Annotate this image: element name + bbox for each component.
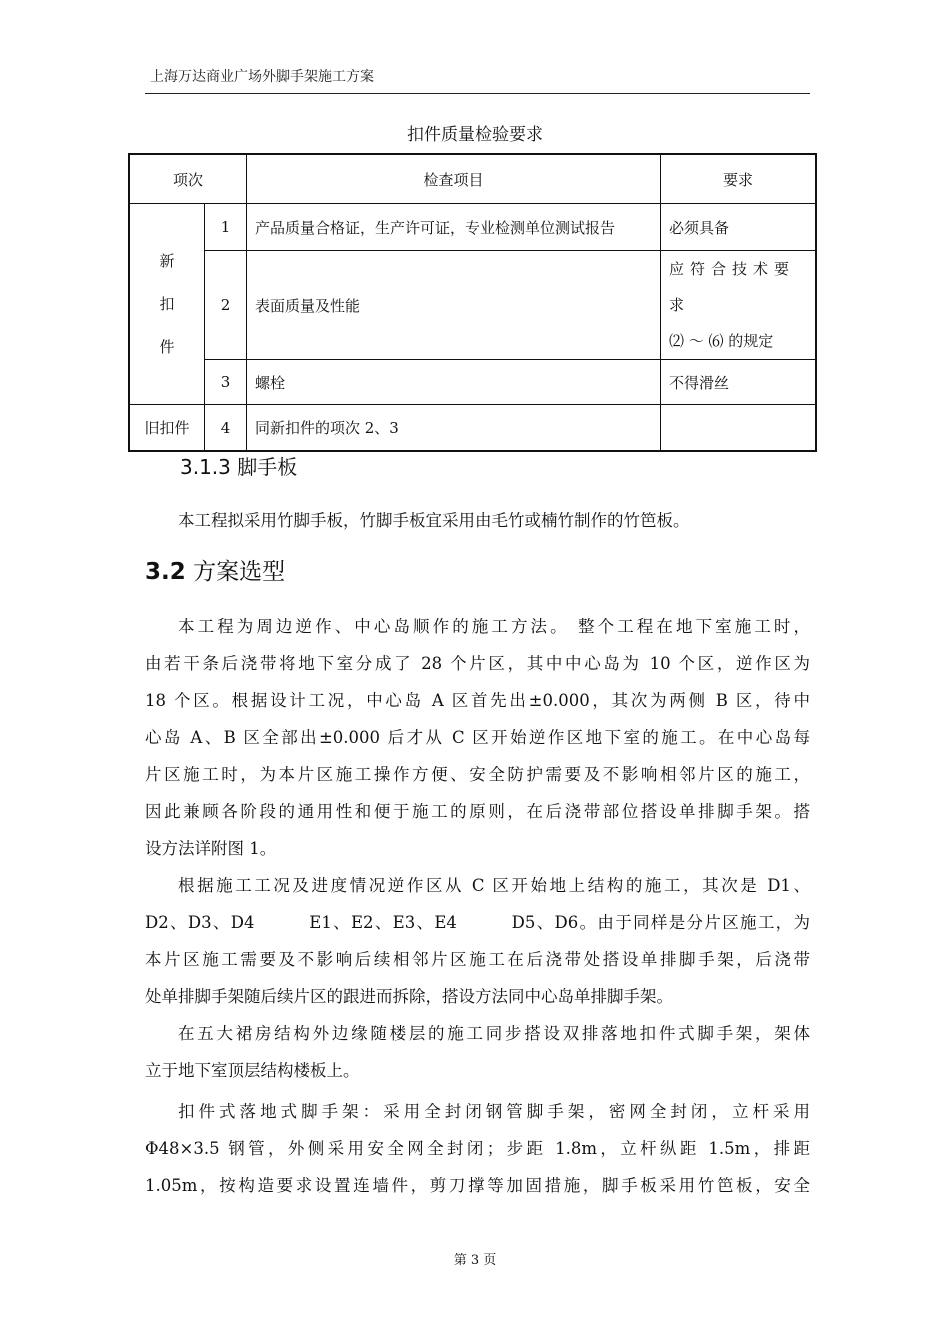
check-item: 螺栓 [247,360,661,405]
table-row [129,405,816,452]
text-line: 本工程拟采用竹脚手板，竹脚手板宜采用由毛竹或楠竹制作的竹笆板。 [178,511,690,530]
table-row [129,360,816,405]
table-title: 扣件质量检验要求 [407,125,543,145]
group-char: 件 [159,337,175,356]
header-check: 检查项目 [247,154,661,204]
row-number: 3 [204,360,246,405]
section-title: 方案选型 [193,559,286,585]
text-line: 本片区施工需要及不影响后续相邻片区施工在后浇带处搭设单排脚手架，后浇带 [145,950,810,969]
paragraph-1 [145,608,810,867]
row-number: 1 [204,204,246,251]
header-item: 项次 [129,154,247,204]
group-old-fastener: 旧扣件 [129,405,204,452]
text-line: 处单排脚手架随后续片区的跟进而拆除，搭设方法同中心岛单排脚手架。 [145,987,673,1006]
table-row [129,204,816,251]
group-new-fastener [129,204,204,405]
section-number: 3.2 [145,559,186,585]
header-requirement: 要求 [661,154,817,204]
requirement [661,251,817,360]
paragraph-scaffold-board [145,502,810,539]
paragraph-4 [145,1093,810,1204]
text-line: 18 个区。根据设计工况，中心岛 A 区首先出±0.000，其次为两侧 B 区，待中 [145,691,810,710]
text-line: 1.05m，按构造要求设置连墙件，剪刀撑等加固措施，脚手板采用竹笆板，安全 [145,1176,810,1195]
row-number: 4 [204,405,246,452]
row-number: 2 [204,251,246,360]
requirement [661,405,817,452]
requirement: 必须具备 [661,204,817,251]
paragraph-2 [145,867,810,1015]
section-number: 3.1.3 [180,455,231,479]
requirement-line: ⑵ ～ ⑹ 的规定 [669,332,774,350]
text-line: 由若干条后浇带将地下室分成了 28 个片区，其中中心岛为 10 个区，逆作区为 [145,654,810,673]
text-line: 在五大裙房结构外边缘随楼层的施工同步搭设双排落地扣件式脚手架，架体 [178,1024,810,1043]
paragraph-3 [145,1015,810,1089]
check-item: 表面质量及性能 [247,251,661,360]
page-number: 第 3 页 [453,1253,497,1268]
table-header-row [129,154,816,204]
section-heading-3-1-3 [180,451,297,480]
running-header: 上海万达商业广场外脚手架施工方案 [150,69,374,85]
text-line: 根据施工工况及进度情况逆作区从 C 区开始地上结构的施工，其次是 D1、 [178,876,810,895]
requirement: 不得滑丝 [661,360,817,405]
group-char: 新 [159,251,175,270]
header-rule [145,93,810,94]
text-line: 片区施工时，为本片区施工操作方便、安全防护需要及不影响相邻片区的施工， [145,765,810,784]
text-line: 设方法详附图 1。 [145,839,277,858]
requirement-line: 应符合技术要求 [669,260,796,314]
text-line: 本工程为周边逆作、中心岛顺作的施工方法。 整个工程在地下室施工时， [178,617,810,636]
text-line: 扣件式落地式脚手架：采用全封闭钢管脚手架，密网全封闭，立杆采用 [178,1102,810,1121]
text-line: Φ48×3.5 钢管，外侧采用安全网全封闭；步距 1.8m，立杆纵距 1.5m，排距 [145,1139,810,1158]
text-line: 心岛 A、B 区全部出±0.000 后才从 C 区开始逆作区地下室的施工。在中心岛每 [145,728,810,747]
check-item: 产品质量合格证，生产许可证，专业检测单位测试报告 [247,204,661,251]
section-title: 脚手板 [237,455,298,479]
fastener-quality-table [128,153,817,452]
section-heading-3-2 [145,553,285,586]
table-row [129,251,816,360]
text-line: D2、D3、D4 E1、E2、E3、E4 D5、D6。由于同样是分片区施工，为 [145,913,810,932]
text-line: 立于地下室顶层结构楼板上。 [145,1061,360,1080]
check-item: 同新扣件的项次 2、3 [247,405,661,452]
group-char: 扣 [159,294,175,313]
text-line: 因此兼顾各阶段的通用性和便于施工的原则，在后浇带部位搭设单排脚手架。搭 [145,802,810,821]
